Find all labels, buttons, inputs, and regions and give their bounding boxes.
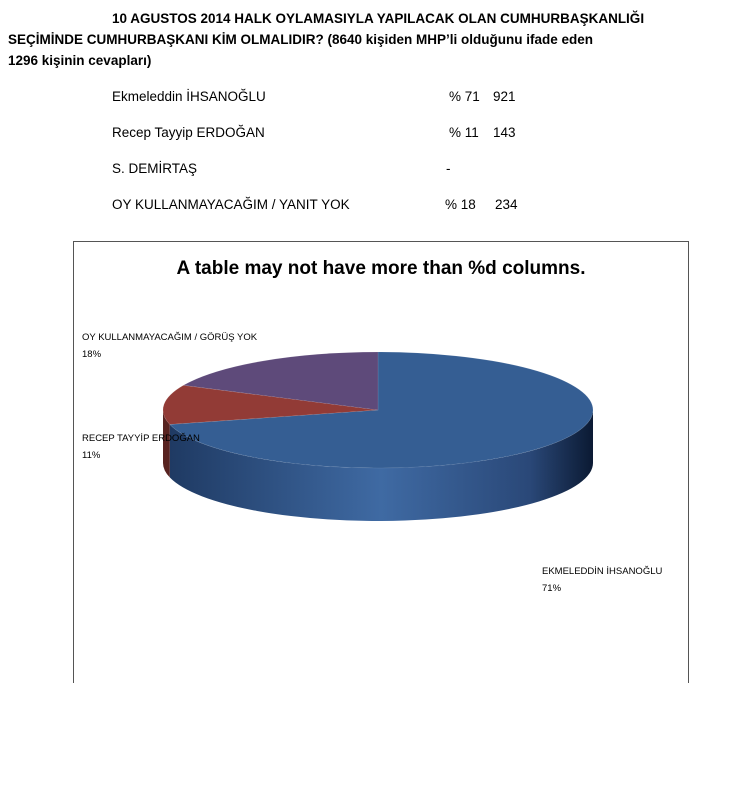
slice-label-name: OY KULLANMAYACAĞIM / GÖRÜŞ YOK: [82, 332, 258, 343]
slice-label-percent: 11%: [82, 450, 101, 461]
result-count: 921: [493, 89, 516, 104]
pie-chart: [73, 241, 689, 683]
result-count: 143: [493, 125, 516, 140]
heading-line-3: 1296 kişinin cevapları): [8, 53, 152, 68]
heading: [8, 8, 708, 71]
result-row: [112, 125, 572, 161]
result-row: [112, 197, 572, 233]
result-percent: % 71: [449, 89, 480, 104]
slice-label-name: RECEP TAYYİP ERDOĞAN: [82, 433, 200, 444]
result-name: Ekmeleddin İHSANOĞLU: [112, 89, 266, 104]
chart-title: A table may not have more than %d columns.: [176, 258, 586, 279]
results-list: [112, 89, 572, 233]
pie-group: [163, 352, 593, 521]
result-name: S. DEMİRTAŞ: [112, 161, 198, 176]
slice-label-percent: 71%: [542, 583, 562, 594]
heading-line-1: 10 AGUSTOS 2014 HALK OYLAMASIYLA YAPILACAK OLAN CUMHURBAŞKANLIĞI: [112, 11, 645, 26]
result-percent: -: [446, 161, 451, 176]
result-name: OY KULLANMAYACAĞIM / YANIT YOK: [112, 197, 350, 212]
result-percent: % 18: [445, 197, 476, 212]
result-row: [112, 89, 572, 125]
result-percent: % 11: [449, 125, 479, 140]
result-count: 234: [495, 197, 518, 212]
result-name: Recep Tayyip ERDOĞAN: [112, 125, 265, 140]
slice-label-name: EKMELEDDİN İHSANOĞLU: [542, 566, 663, 577]
slice-label-percent: 18%: [82, 349, 102, 360]
pie-chart-svg: [74, 242, 688, 683]
heading-line-2: SEÇİMİNDE CUMHURBAŞKANI KİM OLMALIDIR? (8640 kişiden MHP’li olduğunu ifade eden: [8, 32, 594, 47]
result-row: [112, 161, 572, 197]
